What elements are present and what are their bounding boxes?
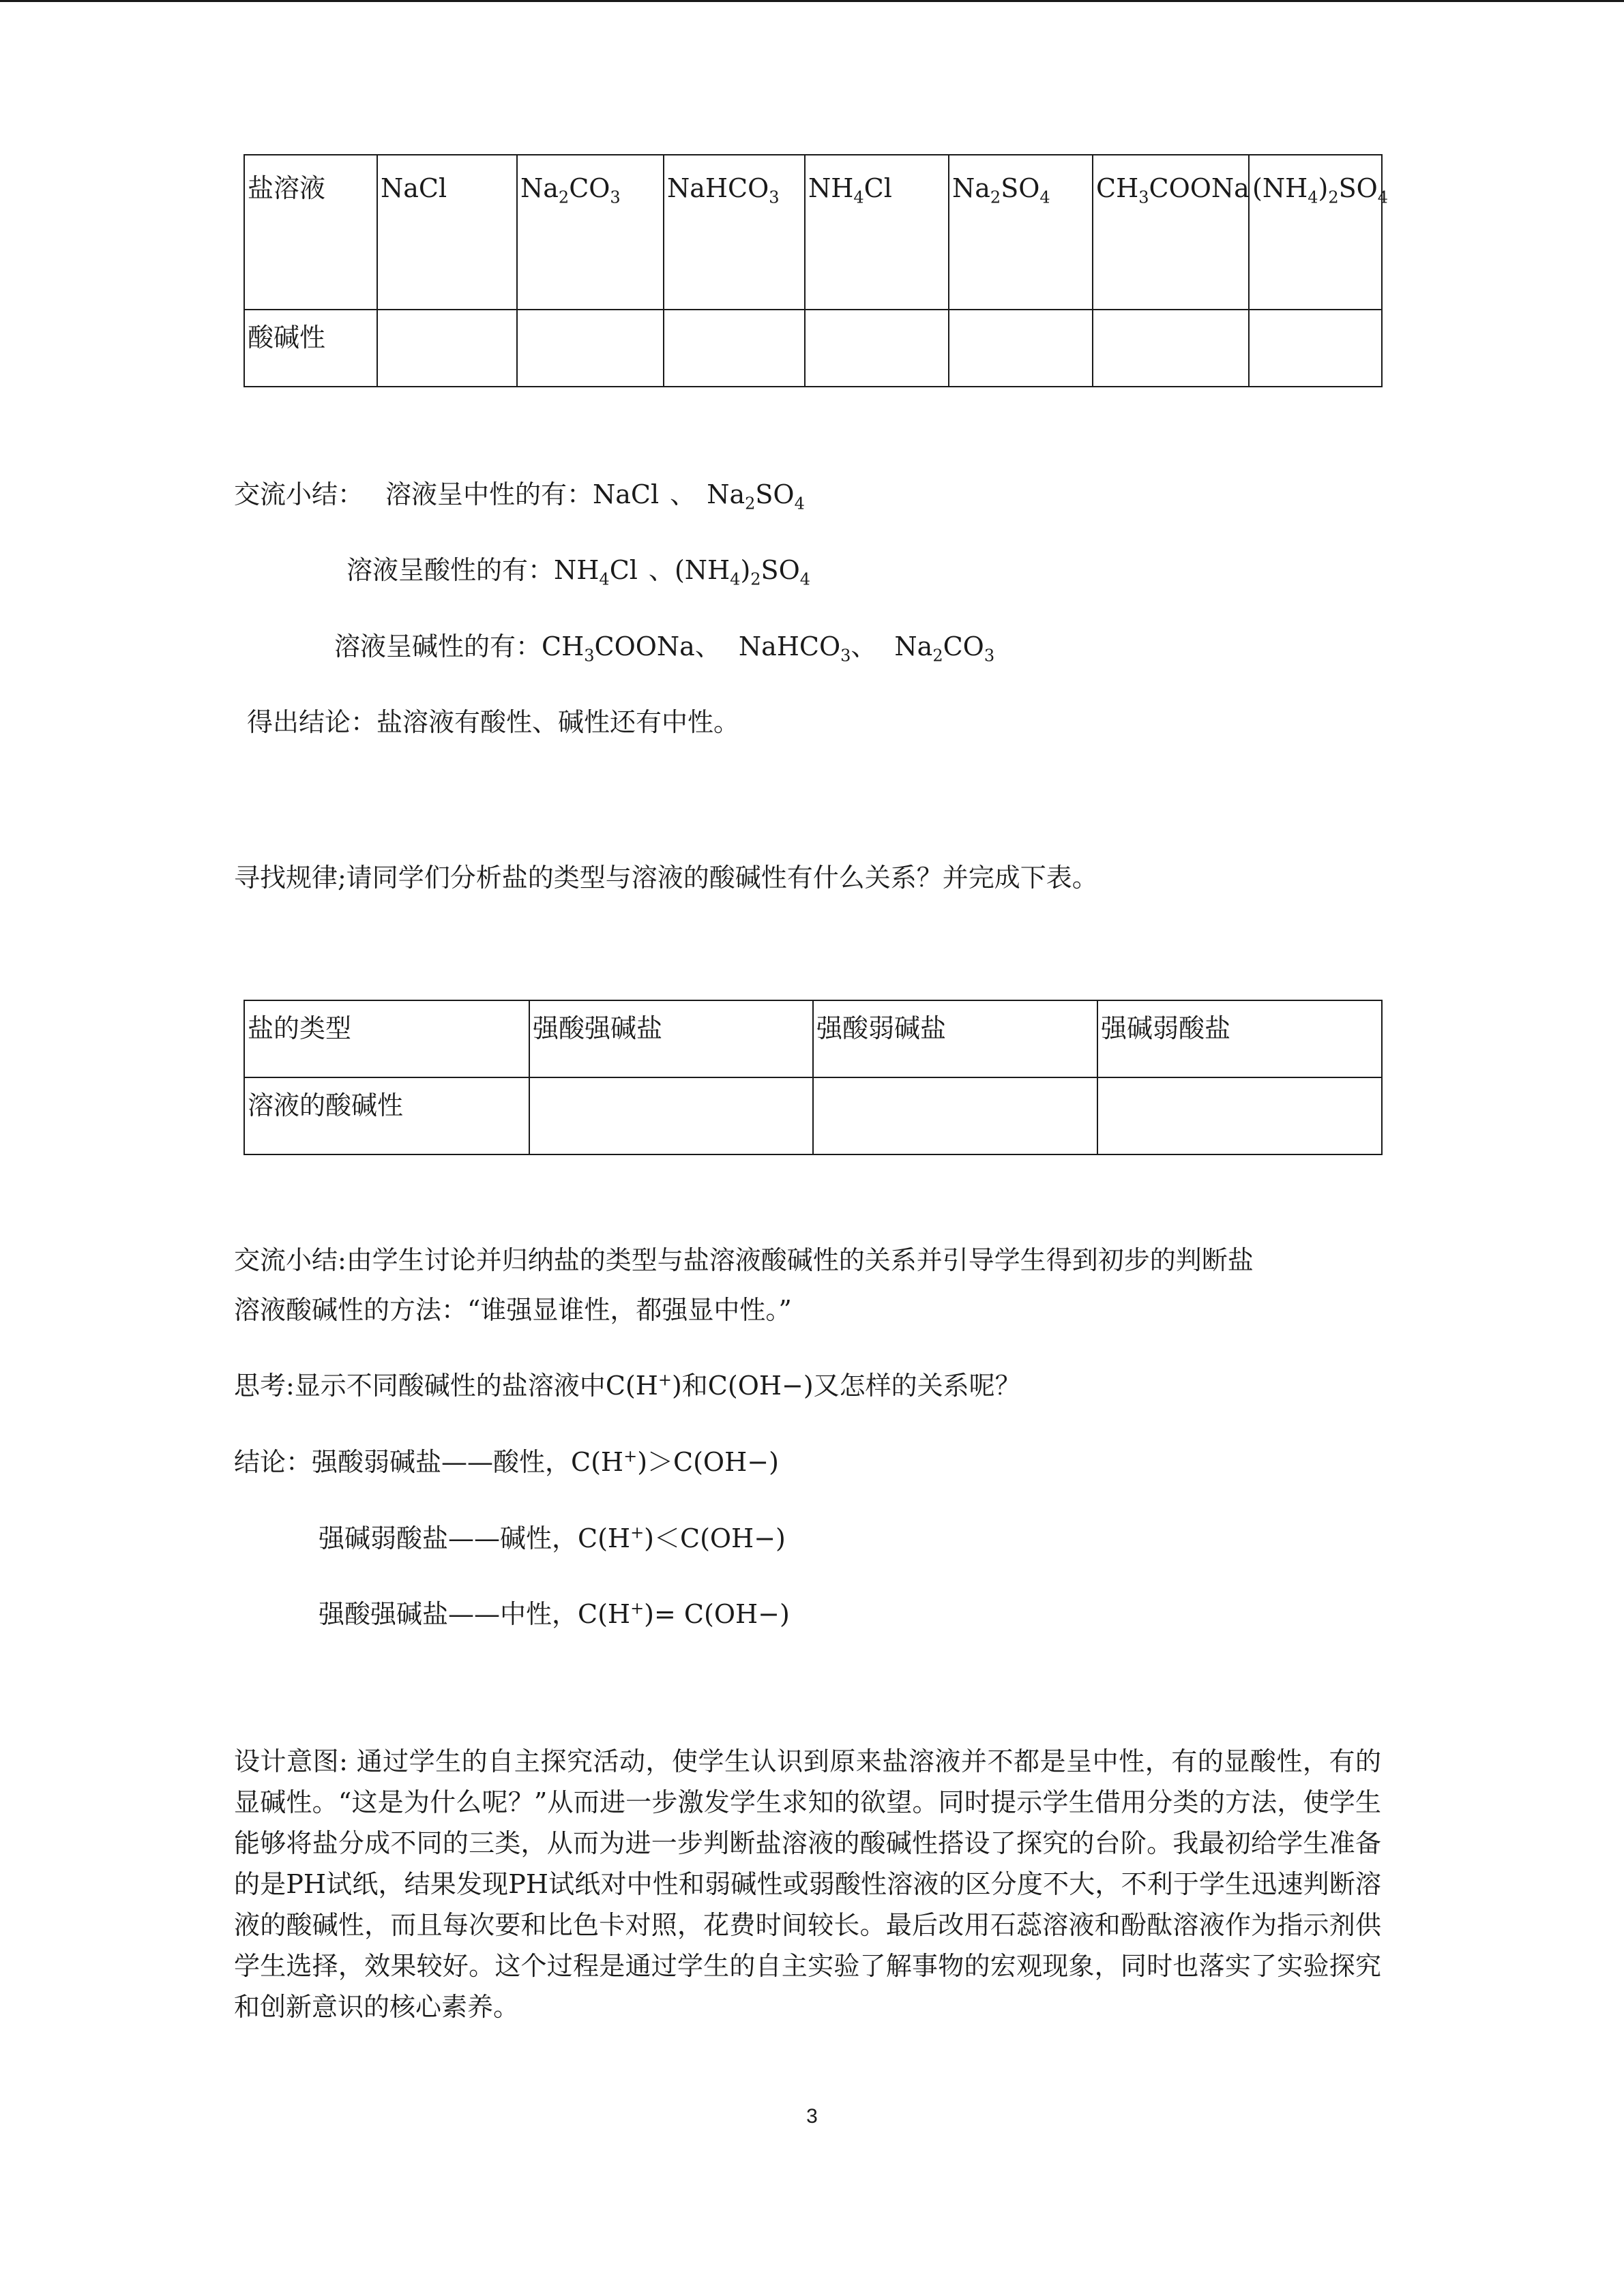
- row-label-acidity: 酸碱性: [248, 323, 326, 353]
- salt-na2so4-so: SO: [1001, 173, 1040, 203]
- formula-sub: 2: [745, 494, 756, 513]
- formula-nh-open: (NH: [674, 555, 730, 585]
- c-h: C(H: [578, 1599, 631, 1629]
- salt-nacl-na: Na: [381, 173, 419, 203]
- salt-nh42so4-paren: ): [1318, 173, 1329, 203]
- formula-paren: ): [740, 555, 751, 585]
- neutral-label: 溶液呈中性的有：: [385, 479, 593, 509]
- salt-cell-na2so4: [949, 155, 1093, 310]
- conclusion-lead: 结论：: [234, 1447, 312, 1477]
- formula-sub: 3: [840, 646, 851, 666]
- salt-nahco3-base: NaHCO: [667, 173, 769, 203]
- table-header-cell: [244, 310, 377, 387]
- salt-nahco3-sub: 3: [769, 188, 780, 207]
- c-oh: C(OH: [683, 1599, 758, 1629]
- salt-nh42so4-so: SO: [1338, 173, 1378, 203]
- salt-ch3coona-rest: COONa: [1149, 173, 1250, 203]
- c-h: C(H: [571, 1447, 624, 1477]
- charge-minus: −: [782, 1371, 803, 1401]
- answer-cell: [1093, 310, 1249, 387]
- conclusion-salt: 强酸强碱盐——中性，: [319, 1599, 578, 1629]
- salt-cell-nh4cl: [805, 155, 949, 310]
- summary-acidic: [346, 554, 811, 589]
- table-header-cell: [244, 155, 377, 310]
- conclusion-neutral: [319, 1598, 790, 1630]
- salt-nh42so4-sub-3: 4: [1377, 188, 1389, 207]
- answer-cell: [664, 310, 805, 387]
- formula-nh: NH: [554, 555, 600, 585]
- design-intent-paragraph: 设计意图: 通过学生的自主探究活动，使学生认识到原来盐溶液并不都是呈中性，有的显酸性，有的显碱性。“这是为什么呢？”从而进一步激发学生求知的欲望。同时提示学生借用分类的方法，使学生能够将盐分成不同的三类，从而为进一步判断盐溶液的酸碱性搭设了探究的台阶。我最初给学生准备的是PH试纸，结果发现PH试纸对中性和弱碱性或弱酸性溶液的区分度不大，不利于学生迅速判断溶液的酸碱性，而且每次要和比色卡对照，花费时间较长。最后改用石蕊溶液和酚酞溶液作为指示剂供学生选择，效果较好。这个过程是通过学生的自主实验了解事物的宏观现象，同时也落实了实验探究和创新意识的核心素养。: [234, 1746, 1381, 2022]
- salt-na2so4-na: Na: [952, 173, 990, 203]
- salt-ch3coona-sub: 3: [1138, 188, 1149, 207]
- conclusion-acidic: [234, 1446, 779, 1478]
- c-oh: C(OH: [707, 1371, 782, 1401]
- type-strong-acid-weak-base: 强酸弱碱盐: [816, 1013, 947, 1043]
- salt-na2co3-sub-2: 3: [610, 188, 621, 207]
- think-text: 思考:显示不同酸碱性的盐溶液中: [234, 1371, 606, 1401]
- charge-minus: −: [758, 1599, 780, 1629]
- type-cell: [1097, 1000, 1382, 1077]
- formula-na: Na: [894, 631, 933, 661]
- salt-nh42so4-sub-1: 4: [1308, 188, 1318, 207]
- salt-na2so4-sub-1: 2: [990, 188, 1001, 207]
- type-strong-base-weak-acid: 强碱弱酸盐: [1101, 1013, 1231, 1043]
- formula-cl: Cl: [609, 555, 638, 585]
- close-paren: ): [769, 1447, 779, 1477]
- answer-cell: [1097, 1077, 1382, 1154]
- formula-sub: 2: [750, 569, 761, 589]
- salt-nh4cl-cl: Cl: [863, 173, 892, 203]
- salt-cell-nh4-2so4: [1249, 155, 1389, 310]
- think-end: )又怎样的关系呢？: [803, 1371, 1021, 1401]
- answer-cell: [517, 310, 664, 387]
- formula-sub: 2: [932, 646, 943, 666]
- answer-cell: [1249, 310, 1382, 387]
- separator: 、: [851, 631, 877, 661]
- c-h: C(H: [605, 1371, 658, 1401]
- summary-basic: [334, 630, 995, 666]
- think-question: [234, 1369, 1021, 1402]
- salt-nh4cl-nh: NH: [808, 173, 854, 203]
- formula-coona: COONa: [594, 631, 695, 661]
- acid-label: 溶液呈酸性的有：: [346, 555, 555, 585]
- formula-sub: 3: [984, 646, 995, 666]
- salt-cell-ch3coona: [1093, 155, 1249, 310]
- formula-na: Na: [707, 479, 745, 509]
- relation: )＞: [637, 1447, 674, 1477]
- salt-na2co3-sub-1: 2: [558, 188, 570, 207]
- type-strong-acid-strong-base: 强酸强碱盐: [533, 1013, 663, 1043]
- charge-minus: −: [754, 1523, 776, 1553]
- row-label-salt-solution: 盐溶液: [248, 173, 326, 203]
- rule-prompt: 寻找规律;请同学们分析盐的类型与溶液的酸碱性有什么关系？并完成下表。: [234, 863, 1098, 893]
- formula-sub: 3: [584, 646, 595, 666]
- row-label-salt-type: 盐的类型: [248, 1013, 352, 1043]
- relation: )＜: [644, 1523, 680, 1553]
- formula-nahco: NaHCO: [738, 631, 841, 661]
- separator: 、: [694, 631, 721, 661]
- answer-cell: [805, 310, 949, 387]
- formula-ch: CH: [542, 631, 585, 661]
- summary-neutral: [234, 478, 805, 511]
- charge-plus: +: [630, 1598, 645, 1618]
- close-paren: ): [779, 1599, 790, 1629]
- c-oh: C(OH: [680, 1523, 754, 1553]
- c-oh: C(OH: [673, 1447, 748, 1477]
- neutral-nacl: NaCl: [593, 479, 660, 509]
- conclusion-salt: 强碱弱酸盐——碱性，: [319, 1523, 578, 1553]
- separator: 、: [670, 479, 696, 509]
- think-and: )和: [671, 1371, 708, 1401]
- charge-plus: +: [630, 1523, 645, 1542]
- answer-cell: [377, 310, 517, 387]
- summary-lead: 交流小结：: [234, 479, 364, 509]
- type-cell: [813, 1000, 1097, 1077]
- conclusion-salt: 强酸弱碱盐——酸性，: [312, 1447, 572, 1477]
- salt-nh4cl-sub: 4: [853, 188, 864, 207]
- salt-solution-table: [243, 154, 1389, 387]
- salt-cell-nahco3: [664, 155, 805, 310]
- salt-type-table: [243, 1000, 1383, 1155]
- formula-co: CO: [943, 631, 984, 661]
- salt-ch3coona-ch: CH: [1096, 173, 1139, 203]
- row-label-solution-acidity: 溶液的酸碱性: [248, 1090, 404, 1120]
- top-border: [0, 0, 1624, 2]
- page-number: 3: [806, 2105, 818, 2128]
- salt-cell-nacl: [377, 155, 517, 310]
- base-label: 溶液呈碱性的有：: [334, 631, 542, 661]
- close-paren: ): [776, 1523, 786, 1553]
- formula-so: SO: [755, 479, 795, 509]
- conclusion-line: 得出结论：盐溶液有酸性、碱性还有中性。: [247, 707, 740, 737]
- formula-sub: 4: [730, 569, 741, 589]
- salt-cell-na2co3: [517, 155, 664, 310]
- salt-nacl-cl: Cl: [418, 173, 447, 203]
- c-h: C(H: [578, 1523, 631, 1553]
- answer-cell: [949, 310, 1093, 387]
- formula-sub: 4: [599, 569, 610, 589]
- salt-na2so4-sub-2: 4: [1039, 188, 1050, 207]
- formula-sub: 4: [794, 494, 805, 513]
- relation: )=: [644, 1599, 684, 1629]
- salt-nh42so4-nh: (NH: [1252, 173, 1308, 203]
- salt-nh42so4-sub-2: 2: [1328, 188, 1339, 207]
- summary2-line1: 交流小结:由学生讨论并归纳盐的类型与盐溶液酸碱性的关系并引导学生得到初步的判断盐: [234, 1245, 1254, 1275]
- salt-na2co3-na: Na: [520, 173, 559, 203]
- summary2-line2: 溶液酸碱性的方法：“谁强显谁性，都强显中性。”: [234, 1295, 792, 1325]
- table-header-cell: [244, 1077, 529, 1154]
- charge-plus: +: [658, 1370, 672, 1390]
- salt-na2co3-co: CO: [569, 173, 610, 203]
- charge-minus: −: [747, 1447, 769, 1477]
- charge-plus: +: [623, 1446, 638, 1466]
- conclusion-basic: [319, 1522, 786, 1555]
- formula-so: SO: [761, 555, 800, 585]
- answer-cell: [529, 1077, 813, 1154]
- formula-sub: 4: [799, 569, 811, 589]
- answer-cell: [813, 1077, 1097, 1154]
- separator: 、: [648, 555, 675, 585]
- type-cell: [529, 1000, 813, 1077]
- table-header-cell: [244, 1000, 529, 1077]
